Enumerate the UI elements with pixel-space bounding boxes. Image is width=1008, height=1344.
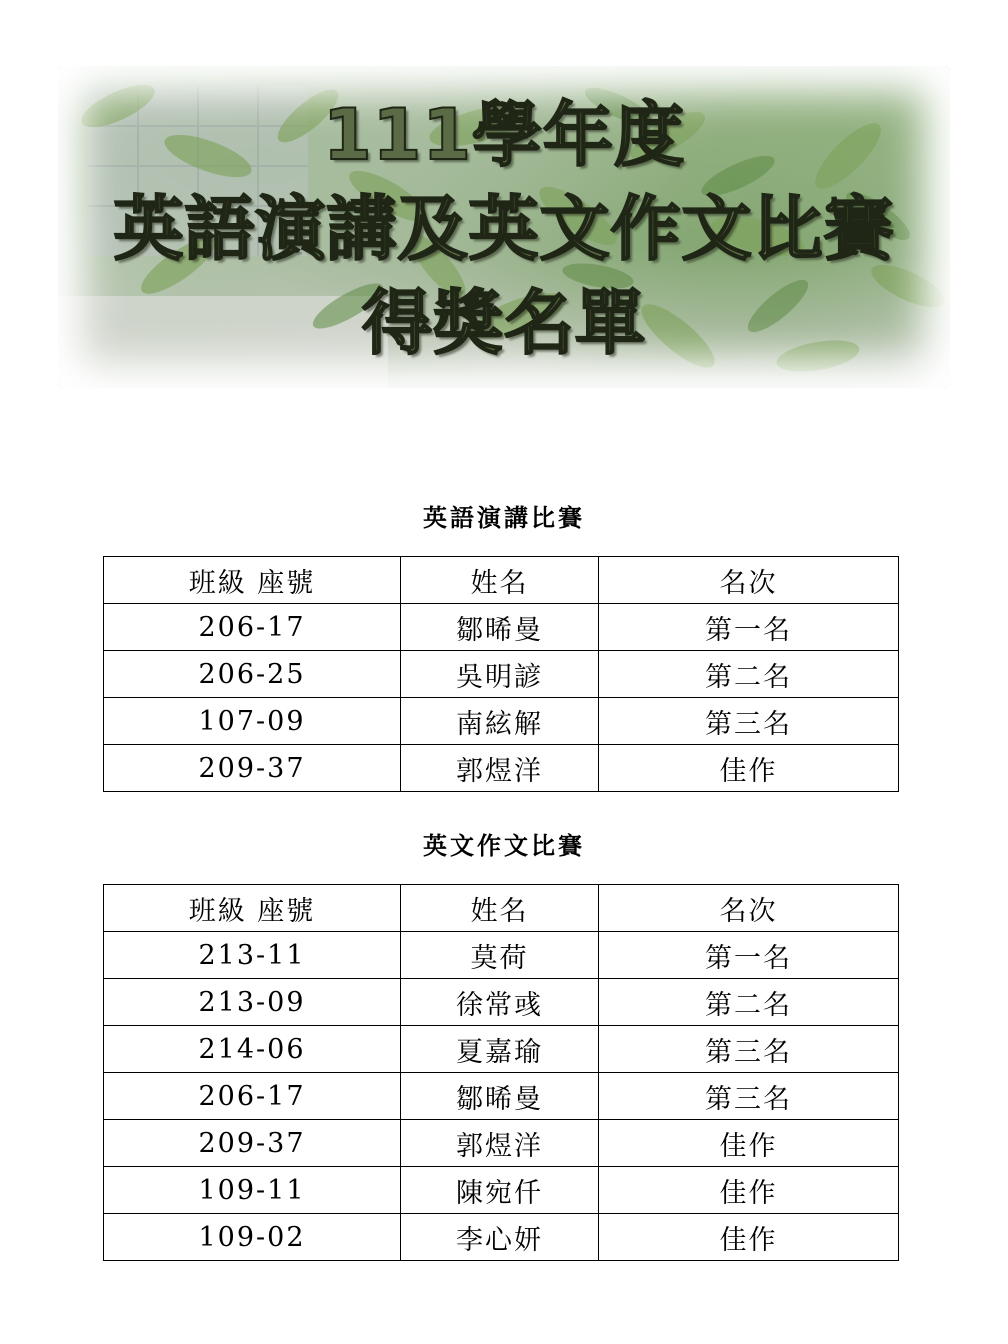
banner-title-line-1: 111學年度 bbox=[322, 94, 686, 176]
title-banner bbox=[58, 66, 950, 388]
cell-rank: 第三名 bbox=[599, 698, 899, 745]
header-name: 姓名 bbox=[401, 557, 599, 604]
cell-name: 李心妍 bbox=[401, 1214, 599, 1261]
table-row bbox=[104, 698, 899, 745]
table-row bbox=[104, 745, 899, 792]
cell-rank: 第三名 bbox=[599, 1026, 899, 1073]
cell-rank: 第二名 bbox=[599, 979, 899, 1026]
header-class-seat: 班級 座號 bbox=[104, 557, 401, 604]
cell-class-seat: 213-11 bbox=[104, 932, 401, 979]
table-row bbox=[104, 1073, 899, 1120]
cell-rank: 第一名 bbox=[599, 932, 899, 979]
banner-title-line-2: 英語演講及英文作文比賽 bbox=[113, 188, 895, 270]
writing-section-title: 英文作文比賽 bbox=[423, 831, 585, 860]
cell-class-seat: 107-09 bbox=[104, 698, 401, 745]
table-row bbox=[104, 932, 899, 979]
cell-rank: 第三名 bbox=[599, 1073, 899, 1120]
cell-name: 郭煜洋 bbox=[401, 1120, 599, 1167]
speech-section-title: 英語演講比賽 bbox=[423, 503, 585, 532]
table-row bbox=[104, 1120, 899, 1167]
header-rank: 名次 bbox=[599, 557, 899, 604]
table-row bbox=[104, 1167, 899, 1214]
writing-results-table bbox=[103, 884, 899, 1261]
cell-class-seat: 206-25 bbox=[104, 651, 401, 698]
table-row bbox=[104, 979, 899, 1026]
table-row bbox=[104, 604, 899, 651]
cell-name: 莫荷 bbox=[401, 932, 599, 979]
cell-name: 鄒晞曼 bbox=[401, 1073, 599, 1120]
cell-rank: 佳作 bbox=[599, 1120, 899, 1167]
cell-name: 鄒晞曼 bbox=[401, 604, 599, 651]
cell-rank: 第一名 bbox=[599, 604, 899, 651]
cell-class-seat: 109-02 bbox=[104, 1214, 401, 1261]
cell-name: 夏嘉瑜 bbox=[401, 1026, 599, 1073]
cell-class-seat: 209-37 bbox=[104, 745, 401, 792]
cell-class-seat: 109-11 bbox=[104, 1167, 401, 1214]
cell-name: 吳明諺 bbox=[401, 651, 599, 698]
cell-name: 南絃解 bbox=[401, 698, 599, 745]
cell-name: 徐常彧 bbox=[401, 979, 599, 1026]
cell-rank: 佳作 bbox=[599, 1167, 899, 1214]
table-header-row bbox=[104, 885, 899, 932]
header-class-seat: 班級 座號 bbox=[104, 885, 401, 932]
banner-title-line-3: 得獎名單 bbox=[362, 282, 646, 364]
table-row bbox=[104, 651, 899, 698]
cell-name: 郭煜洋 bbox=[401, 745, 599, 792]
cell-rank: 佳作 bbox=[599, 745, 899, 792]
cell-class-seat: 213-09 bbox=[104, 979, 401, 1026]
cell-class-seat: 209-37 bbox=[104, 1120, 401, 1167]
cell-rank: 第二名 bbox=[599, 651, 899, 698]
cell-class-seat: 214-06 bbox=[104, 1026, 401, 1073]
cell-rank: 佳作 bbox=[599, 1214, 899, 1261]
banner-title bbox=[58, 88, 950, 370]
cell-name: 陳宛仟 bbox=[401, 1167, 599, 1214]
cell-class-seat: 206-17 bbox=[104, 1073, 401, 1120]
speech-results-table bbox=[103, 556, 899, 792]
header-name: 姓名 bbox=[401, 885, 599, 932]
table-header-row bbox=[104, 557, 899, 604]
table-row bbox=[104, 1214, 899, 1261]
table-row bbox=[104, 1026, 899, 1073]
cell-class-seat: 206-17 bbox=[104, 604, 401, 651]
header-rank: 名次 bbox=[599, 885, 899, 932]
